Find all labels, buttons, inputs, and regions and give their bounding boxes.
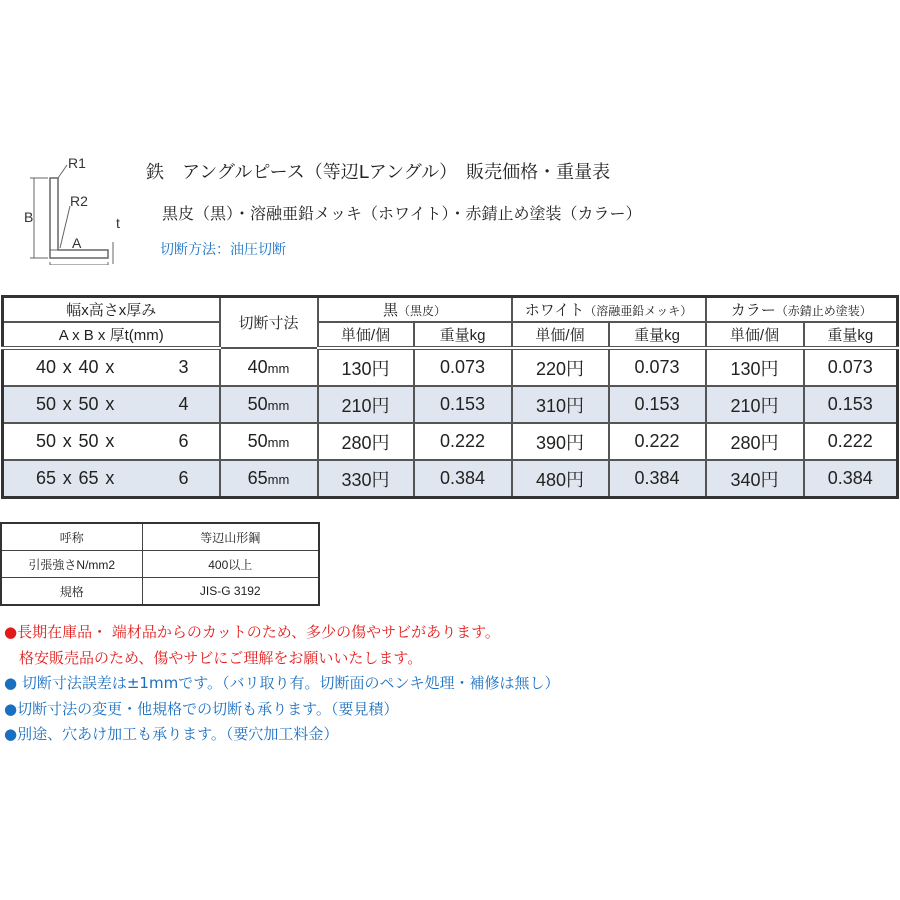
white-weight: 0.153: [609, 386, 706, 423]
header-group-white: ホワイト（溶融亜鉛メッキ）: [512, 297, 706, 323]
header-weight: 重量kg: [609, 322, 706, 348]
spec-table: [0, 522, 320, 606]
table-row: [3, 348, 898, 386]
header-size-top: 幅x高さx厚み: [3, 297, 220, 323]
size-cell: 40 x 40 x 3: [3, 348, 220, 386]
black-weight: 0.153: [414, 386, 512, 423]
black-weight: 0.222: [414, 423, 512, 460]
note-line: ●長期在庫品・ 端材品からのカットのため、多少の傷やサビがあります。: [4, 623, 500, 641]
note-line: 格安販売品のため、傷やサビにご理解をお願いいたします。: [4, 648, 423, 667]
color-weight: 0.153: [804, 386, 898, 423]
label-b: B: [24, 209, 34, 225]
color-price: 210円: [706, 386, 804, 423]
header-weight: 重量kg: [804, 322, 898, 348]
cut-cell: 50mm: [220, 386, 318, 423]
finish-types: 黒皮（黒）・溶融亜鉛メッキ（ホワイト）・赤錆止め塗装（カラー）: [162, 204, 642, 223]
table-row: [3, 423, 898, 460]
color-weight: 0.073: [804, 348, 898, 386]
size-cell: 50 x 50 x 6: [3, 423, 220, 460]
color-weight: 0.222: [804, 423, 898, 460]
spec-value: 等辺山形鋼: [142, 523, 319, 551]
spec-label: 引張強さN/mm2: [1, 551, 142, 578]
label-a: A: [72, 235, 82, 251]
cut-cell: 65mm: [220, 460, 318, 498]
white-weight: 0.222: [609, 423, 706, 460]
cutting-method: 切断方法：油圧切断: [160, 242, 286, 258]
black-weight: 0.073: [414, 348, 512, 386]
header-unit-price: 単価/個: [512, 322, 609, 348]
spec-label: 呼称: [1, 523, 142, 551]
color-price: 340円: [706, 460, 804, 498]
white-price: 310円: [512, 386, 609, 423]
spec-row: [1, 523, 319, 551]
page-title: 鉄 アングルピース（等辺Lアングル） 販売価格・重量表: [146, 162, 611, 183]
spec-value: 400以上: [142, 551, 319, 578]
note-line: ●別途、穴あけ加工も承ります。（要穴加工料金）: [4, 725, 339, 743]
black-price: 330円: [318, 460, 414, 498]
header-unit-price: 単価/個: [318, 322, 414, 348]
black-price: 280円: [318, 423, 414, 460]
black-weight: 0.384: [414, 460, 512, 498]
color-weight: 0.384: [804, 460, 898, 498]
header-size-bottom: A x B x 厚t(mm): [3, 322, 220, 348]
spec-row: [1, 578, 319, 606]
size-cell: 50 x 50 x 4: [3, 386, 220, 423]
note-line: ● 切断寸法誤差は±1mmです。（バリ取り有。切断面のペンキ処理・補修は無し）: [4, 674, 560, 692]
cut-cell: 50mm: [220, 423, 318, 460]
black-price: 130円: [318, 348, 414, 386]
color-price: 130円: [706, 348, 804, 386]
spec-label: 規格: [1, 578, 142, 606]
header-weight: 重量kg: [414, 322, 512, 348]
white-price: 480円: [512, 460, 609, 498]
cut-cell: 40mm: [220, 348, 318, 386]
header-cut: 切断寸法: [220, 297, 318, 349]
white-price: 220円: [512, 348, 609, 386]
note-line: ●切断寸法の変更・他規格での切断も承ります。（要見積）: [4, 699, 399, 718]
white-weight: 0.384: [609, 460, 706, 498]
price-table: [1, 295, 899, 499]
angle-diagram: [20, 150, 140, 265]
color-price: 280円: [706, 423, 804, 460]
header-group-color: カラー（赤錆止め塗装）: [706, 297, 898, 323]
header-group-black: 黒（黒皮）: [318, 297, 512, 323]
label-t: t: [116, 215, 120, 231]
black-price: 210円: [318, 386, 414, 423]
white-price: 390円: [512, 423, 609, 460]
white-weight: 0.073: [609, 348, 706, 386]
table-row: [3, 460, 898, 498]
table-row: [3, 386, 898, 423]
spec-value: JIS-G 3192: [142, 578, 319, 606]
label-r2: R2: [70, 193, 88, 209]
size-cell: 65 x 65 x 6: [3, 460, 220, 498]
spec-row: [1, 551, 319, 578]
label-r1: R1: [68, 155, 86, 171]
header-unit-price: 単価/個: [706, 322, 804, 348]
